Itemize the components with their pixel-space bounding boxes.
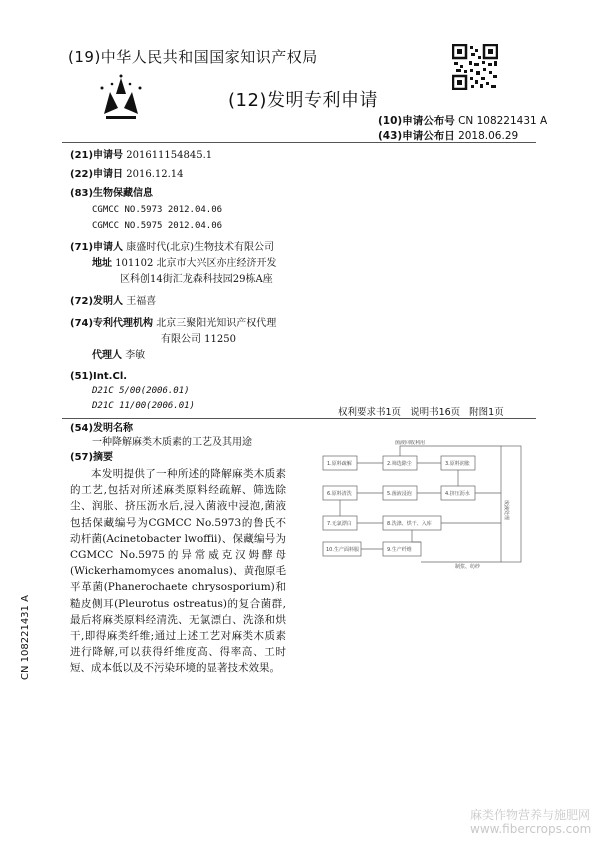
invention-title-label: (54)发明名称 (70, 423, 134, 434)
publication-date: (43)申请公布日 2018.06.29 (378, 130, 519, 142)
abstract-text: 本发明提供了一种所述的降解麻类木质素的工艺,包括对所述麻类原料经疏解、筛选除尘、润胀、挤压沥水后,浸入菌液中浸泡,菌液包括保藏编号为CGMCC No.5973的鲁氏不动杆菌(Acinetobacter lwoffii)、保藏编号为CGMCC No.5975的异常威克汉姆酵母(Wickerhamomyces anomalus)、黄孢原毛平革菌(Phanerochaete chrysosporium)和糙皮侧耳(Pleurotus ostreatus)的复合菌群,最后将麻类原料经清洗、无氯漂白、洗涤和烘干,即得麻类纤维;通过上述工艺对麻类木质素进行降解,可以获得纤维度高、得率高、工时短、成本低以及不污染环境的显著技术效果。 (70, 468, 286, 675)
issuing-office: (19)中华人民共和国国家知识产权局 (68, 48, 318, 66)
int-cl-entry: D21C 5/00(2006.01) (92, 386, 190, 396)
applicant: (71)申请人 康盛时代(北京)生物技术有限公司 (70, 242, 275, 253)
application-number: (21)申请号 201611154845.1 (70, 150, 213, 161)
deposit-entry: CGMCC NO.5973 2012.04.06 (92, 205, 223, 215)
flowchart-bottom-label: 制浆、纺纱 (455, 564, 481, 570)
process-flowchart (305, 440, 539, 590)
deposit-entry: CGMCC NO.5975 2012.04.06 (92, 221, 223, 231)
flowchart-node: 6.原料清洗 (327, 491, 352, 497)
patent-agency: (74)专利代理机构 北京三聚阳光知识产权代理 (70, 318, 277, 329)
address-line2: 区科创14街汇龙森科技园29栋A座 (120, 274, 273, 285)
page-count: 权利要求书1页 说明书16页 附图1页 (338, 407, 504, 418)
flowchart-node: 3.原料润胀 (445, 461, 470, 467)
int-cl: (51)Int.Cl. (70, 371, 128, 382)
flowchart-node: 10.生产面料服 (326, 547, 359, 553)
int-cl-entry: D21C 11/00(2006.01) (92, 401, 195, 411)
agent: 代理人 李敏 (92, 350, 146, 361)
flowchart-node: 9.生产纤维 (387, 547, 412, 553)
watermark-line2: www.fibercrops.com (470, 822, 592, 836)
flowchart-node: 1.原料疏解 (327, 461, 352, 467)
address: 地址 101102 北京市大兴区亦庄经济开发 (92, 258, 277, 269)
watermark (470, 808, 591, 836)
application-date: (22)申请日 2016.12.14 (70, 169, 184, 180)
cnipa-logo-icon (96, 74, 146, 126)
side-publication-number: CN 108221431 A (20, 595, 31, 680)
flowchart-node: 4.挤压沥水 (445, 491, 470, 497)
header-divider (62, 142, 536, 143)
document-type: (12)发明专利申请 (228, 90, 378, 111)
biblio-divider (62, 418, 536, 419)
flowchart-node: 2.筛选除尘 (387, 461, 412, 467)
flowchart-right-label: 废液处理 (503, 500, 509, 521)
invention-title: 一种降解麻类木质素的工艺及其用途 (92, 437, 252, 448)
deposit-info: (83)生物保藏信息 (70, 188, 154, 199)
watermark-line1: 麻类作物营养与施肥网 (470, 808, 591, 822)
inventor: (72)发明人 王福喜 (70, 296, 157, 307)
flowchart-node: 7.无氯漂白 (327, 521, 352, 527)
flowchart-node: 5.菌液浸泡 (387, 491, 412, 497)
flowchart-labels (326, 440, 510, 570)
qr-code-icon (452, 44, 498, 90)
patent-agency-line2: 有限公司 11250 (161, 334, 236, 345)
abstract-label: (57)摘要 (70, 452, 114, 463)
flowchart-top-label: 菌液回收利用 (395, 440, 426, 446)
flowchart-node: 8.洗涤、烘干、入库 (387, 521, 432, 527)
publication-number: (10)申请公布号 CN 108221431 A (378, 115, 548, 127)
